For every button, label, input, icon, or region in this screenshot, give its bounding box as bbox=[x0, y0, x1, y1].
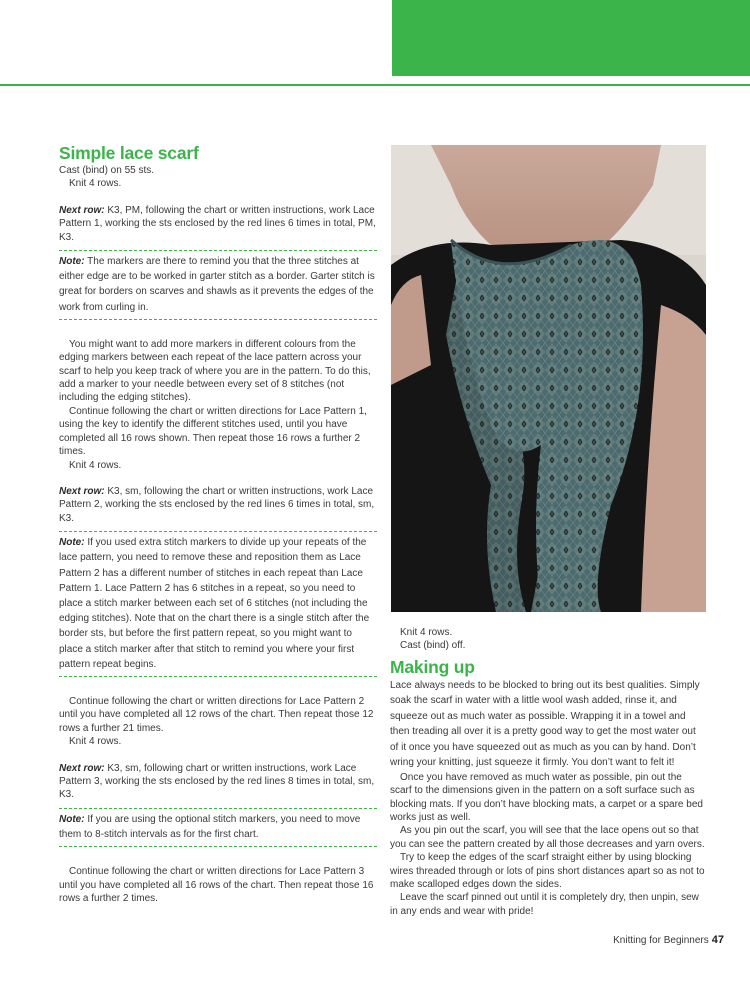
section-title-simple-lace-scarf: Simple lace scarf bbox=[59, 143, 199, 163]
next-row-1 bbox=[59, 204, 377, 244]
knit-rows-4: Knit 4 rows. bbox=[400, 627, 453, 638]
next-row-2-lead: Next row: bbox=[59, 485, 105, 497]
next-row-3 bbox=[59, 762, 377, 802]
note-2-text: If you used extra stitch markers to divide up your repeats of the lace pattern, you need to remove these and reposition them as Lace Pattern 2 has a different number of stitches in each repeat than Lace Pattern 1. Lace Pattern 2 has 6 stitches in a repeat, so you need to place a stitch marker between each set of 6 stitches (not including the edging stitches). Note that on the chart there is a single stitch after the border sts, but before the first pattern repeat, so you might want to place a stitch marker after that stitch to remind you where your first pattern repeat begins. bbox=[59, 537, 370, 670]
note-3-lead: Note: bbox=[59, 813, 85, 825]
next-row-3-text: K3, sm, following chart or written instructions, work Lace Pattern 3, working the sts enclosed by the red lines 8 times in total, sm, K3. bbox=[59, 762, 375, 801]
left-column bbox=[59, 142, 377, 905]
page-number: 47 bbox=[711, 934, 724, 946]
right-column bbox=[390, 626, 706, 918]
scarf-photo bbox=[391, 145, 706, 612]
making-up-paragraph-5: Leave the scarf pinned out until it is completely dry, then unpin, sew in any ends and wear with pride! bbox=[390, 892, 699, 917]
note-1-text: The markers are there to remind you that the three stitches at either edge are to be worked in garter stitch as a border. Garter stitch is great for borders on scarves and shawls as it prevents the edges of the work from curling in. bbox=[59, 256, 375, 313]
knit-rows-3: Knit 4 rows. bbox=[69, 736, 122, 748]
note-1-lead: Note: bbox=[59, 256, 85, 268]
next-row-3-lead: Next row: bbox=[59, 762, 105, 774]
header-green-block bbox=[392, 0, 750, 76]
making-up-paragraph-4: Try to keep the edges of the scarf straight either by using blocking wires threaded through or lots of pins short distances apart so as not to make scalloped edges down the sides. bbox=[390, 852, 705, 891]
making-up-paragraph-1: Lace always needs to be blocked to bring out its best qualities. Simply soak the scarf in water with a little wool wash added, rinse it, and squeeze out as much water as possible. Wrapping it in a towel and then treading all over it is a pretty good way to get the most water out of it once you have squeezed out as much as you can by hand. Don’t wring your knitting, just squeeze it firmly. You don’t want to felt it! bbox=[390, 679, 700, 769]
making-up-paragraph-2: Once you have removed as much water as possible, pin out the scarf to the dimensions given in the pattern on a soft surface such as blocking mats. If you don’t have blocking mats, a carpet or a spare bed works just as well. bbox=[390, 771, 703, 824]
knit-rows-1: Knit 4 rows. bbox=[69, 178, 122, 190]
note-box-2 bbox=[59, 531, 377, 677]
page-footer bbox=[613, 934, 724, 946]
paragraph-markers: You might want to add more markers in different colours from the edging markers between each repeat of the lace pattern across your scarf to help you keep track of where you are in the pattern. To do this, add a marker to your needle between every set of 8 stitches (not including the edging stitches). bbox=[59, 338, 371, 404]
knit-rows-2: Knit 4 rows. bbox=[69, 459, 122, 471]
book-title: Knitting for Beginners bbox=[613, 935, 709, 946]
paragraph-lace-1: Continue following the chart or written directions for Lace Pattern 1, using the key to identify the different stitches used, until you have completed all 16 rows shown. Then repeat those 16 rows a further 2 times. bbox=[59, 405, 367, 458]
section-title-making-up: Making up bbox=[390, 656, 475, 677]
next-row-2 bbox=[59, 485, 377, 525]
note-box-1 bbox=[59, 250, 377, 320]
paragraph-lace-2: Continue following the chart or written directions for Lace Pattern 2 until you have completed all 12 rows of the chart. Then repeat those 12 rows a further 21 times. bbox=[59, 695, 374, 734]
header-rule bbox=[0, 84, 750, 86]
next-row-1-lead: Next row: bbox=[59, 204, 105, 216]
note-box-3 bbox=[59, 808, 377, 847]
paragraph-lace-3: Continue following the chart or written directions for Lace Pattern 3 until you have completed all 16 rows of the chart. Then repeat those 16 rows a further 2 times. bbox=[59, 866, 374, 905]
cast-off-text: Cast (bind) off. bbox=[400, 640, 466, 652]
note-3-text: If you are using the optional stitch markers, you need to move them to 8-stitch intervals as for the first chart. bbox=[59, 813, 361, 840]
cast-on-text: Cast (bind) on 55 sts. bbox=[59, 165, 155, 176]
next-row-1-text: K3, PM, following the chart or written instructions, work Lace Pattern 1, working the sts enclosed by the red lines 6 times in total, PM, K3. bbox=[59, 204, 376, 243]
making-up-paragraph-3: As you pin out the scarf, you will see that the lace opens out so that you can see the pattern created by all those decreases and yarn overs. bbox=[390, 825, 705, 850]
note-2-lead: Note: bbox=[59, 537, 85, 549]
next-row-2-text: K3, sm, following the chart or written instructions, work Lace Pattern 2, working the sts enclosed by the red lines 6 times in total, sm, K3. bbox=[59, 485, 375, 524]
